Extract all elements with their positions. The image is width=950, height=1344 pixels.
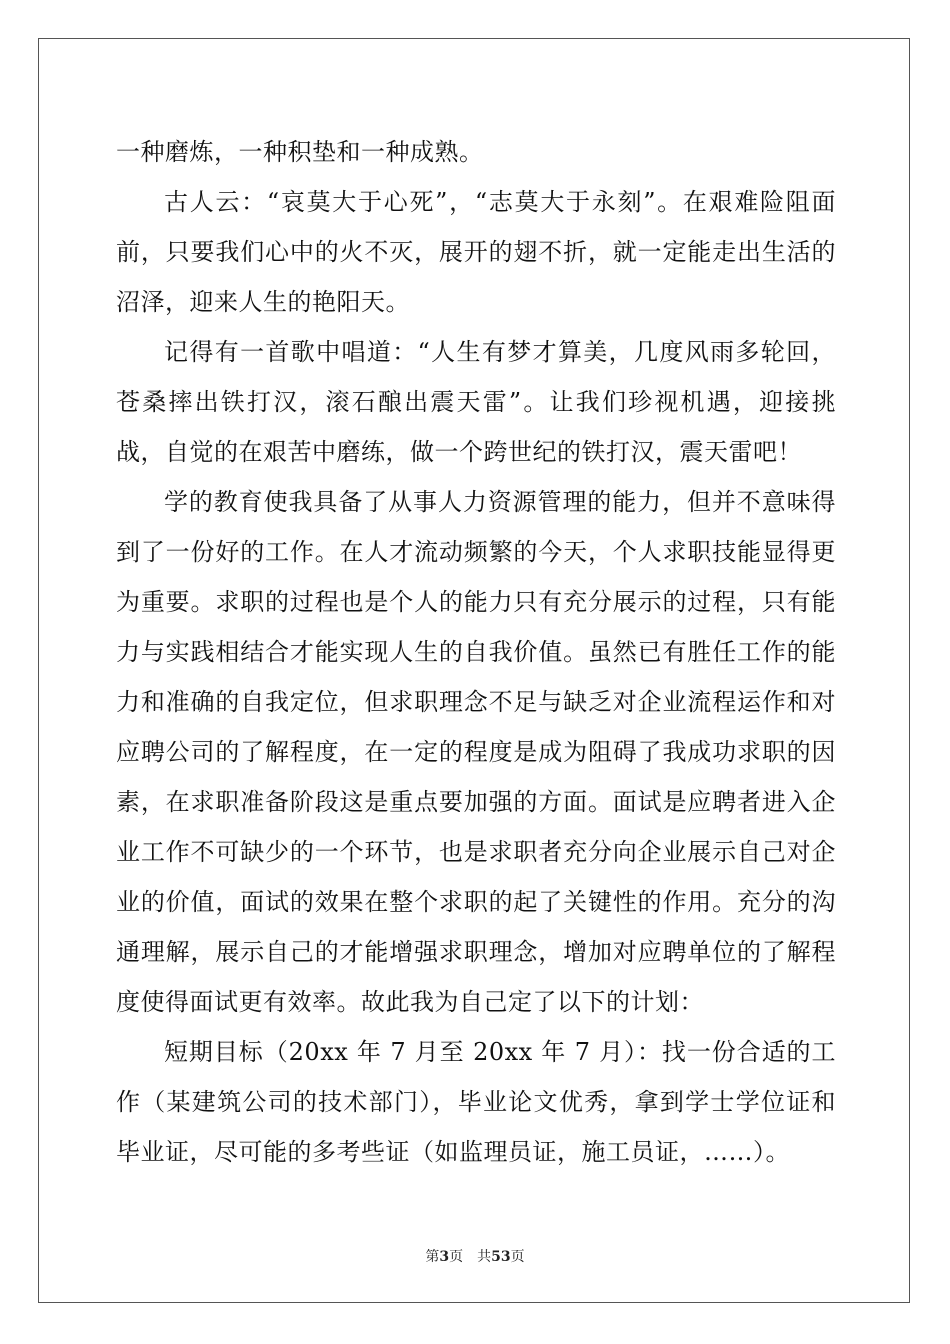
footer-total-suffix: 页 xyxy=(510,1249,525,1265)
footer-total-prefix: 共 xyxy=(477,1249,492,1265)
document-body xyxy=(116,127,836,1177)
paragraph: 记得有一首歌中唱道：“人生有梦才算美，几度风雨多轮回，苍桑摔出铁打汉，滚石酿出震天雷”。让我们珍视机遇，迎接挑战，自觉的在艰苦中磨练，做一个跨世纪的铁打汉，震天雷吧！ xyxy=(116,338,836,466)
paragraph: 学的教育使我具备了从事人力资源管理的能力，但并不意味得到了一份好的工作。在人才流动频繁的今天，个人求职技能显得更为重要。求职的过程也是个人的能力只有充分展示的过程，只有能力与实践相结合才能实现人生的自我价值。虽然已有胜任工作的能力和准确的自我定位，但求职理念不足与缺乏对企业流程运作和对应聘公司的了解程度，在一定的程度是成为阻碍了我成功求职的因素，在求职准备阶段这是重点要加强的方面。面试是应聘者进入企业工作不可缺少的一个环节，也是求职者充分向企业展示自己对企业的价值，面试的效果在整个求职的起了关键性的作用。充分的沟通理解，展示自己的才能增强求职理念，增加对应聘单位的了解程度使得面试更有效率。故此我为自己定了以下的计划： xyxy=(116,488,836,1016)
footer-page-number: 3 xyxy=(439,1249,450,1265)
footer-page-prefix: 第 xyxy=(425,1249,440,1265)
paragraph: 短期目标（20xx 年 7 月至 20xx 年 7 月）：找一份合适的工作（某建筑公司的技术部门），毕业论文优秀，拿到学士学位证和毕业证，尽可能的多考些证（如监理员证，施工员证，……）。 xyxy=(116,1038,836,1166)
page-footer xyxy=(0,1248,950,1266)
footer-total-pages: 53 xyxy=(491,1249,511,1265)
paragraph: 古人云：“哀莫大于心死”，“志莫大于永刻”。在艰难险阻面前，只要我们心中的火不灭，展开的翅不折，就一定能走出生活的沼泽，迎来人生的艳阳天。 xyxy=(116,188,836,316)
paragraph: 一种磨炼，一种积垫和一种成熟。 xyxy=(116,138,484,166)
footer-page-suffix: 页 xyxy=(449,1249,464,1265)
